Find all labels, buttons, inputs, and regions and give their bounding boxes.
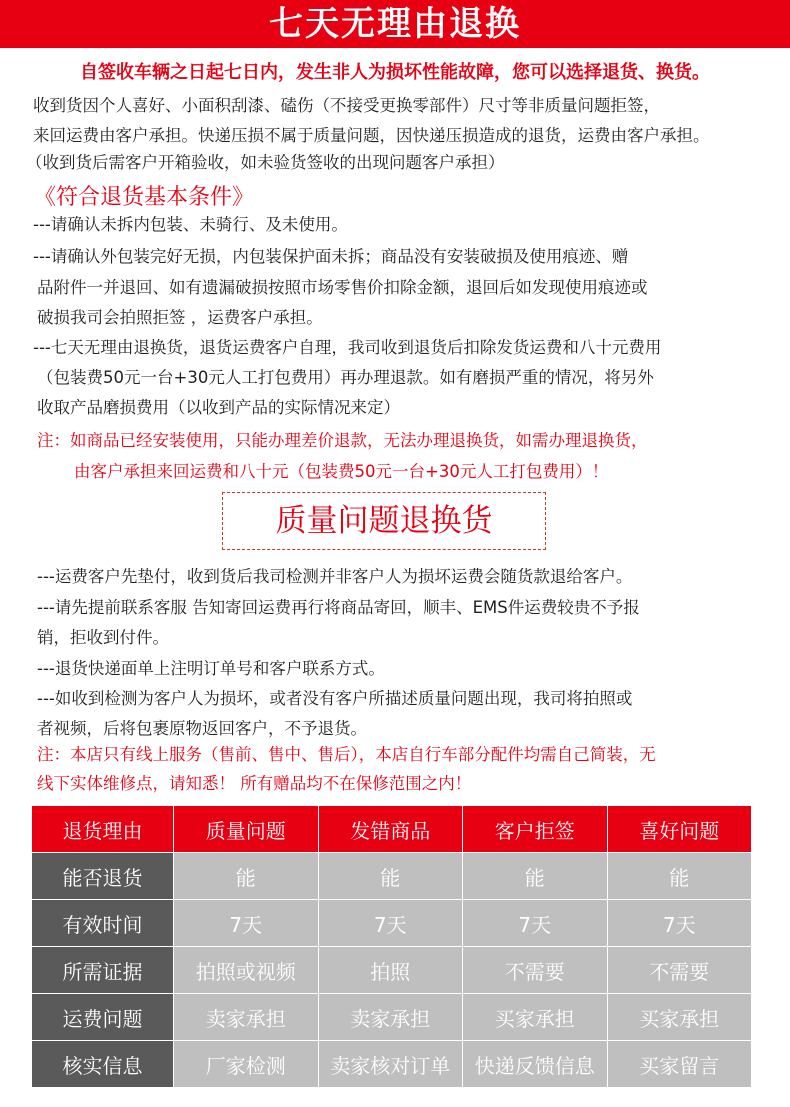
table-header-cell: 发错商品 <box>318 806 463 853</box>
table-cell: 7天 <box>174 900 319 947</box>
conditions-title: 《符合退货基本条件》 <box>34 185 255 210</box>
intro-line: 收到货因个人喜好、小面积刮漆、磕伤（不接受更换零部件）尺寸等非质量问题拒签， <box>33 96 660 115</box>
quality-title-box: 质量问题退换货 <box>222 492 546 550</box>
row-label: 能否退货 <box>32 853 174 900</box>
table-header-cell: 喜好问题 <box>607 806 752 853</box>
table-cell: 7天 <box>318 900 463 947</box>
table-cell: 能 <box>318 853 463 900</box>
table-cell: 拍照 <box>318 947 463 994</box>
row-label: 所需证据 <box>32 947 174 994</box>
condition-line: 收取产品磨损费用（以收到产品的实际情况来定） <box>37 398 400 417</box>
note-line: 由客户承担来回运费和八十元（包装费50元一台+30元人工打包费用）！ <box>74 462 609 481</box>
table-cell: 不需要 <box>463 947 608 994</box>
table-cell: 不需要 <box>607 947 752 994</box>
table-cell: 卖家核对订单 <box>318 1041 463 1088</box>
table-header-cell: 质量问题 <box>174 806 319 853</box>
intro-line: 来回运费由客户承担。快递压损不属于质量问题，因快递压损造成的退货，运费由客户承担。 <box>33 126 710 145</box>
table-cell: 卖家承担 <box>318 994 463 1041</box>
table-cell: 拍照或视频 <box>174 947 319 994</box>
quality-line: ---退货快递面单上注明订单号和客户联系方式。 <box>37 659 385 678</box>
condition-line: 破损我司会拍照拒签 ，运费客户承担。 <box>37 308 323 327</box>
quality-line: ---运费客户先垫付，收到货后我司检测并非客户人为损坏运费会随货款退给客户。 <box>37 567 633 586</box>
table-cell: 厂家检测 <box>174 1041 319 1088</box>
page-banner: 七天无理由退换 <box>0 0 790 48</box>
row-label: 核实信息 <box>32 1041 174 1088</box>
table-row <box>32 1041 752 1088</box>
table-cell: 买家承担 <box>607 994 752 1041</box>
condition-line: （包装费50元一台+30元人工打包费用）再办理退款。如有磨损严重的情况，将另外 <box>37 368 654 387</box>
table-cell: 能 <box>174 853 319 900</box>
condition-line: ---请确认未拆内包装、未骑行、及未使用。 <box>33 215 348 234</box>
table-cell: 快递反馈信息 <box>463 1041 608 1088</box>
row-label: 运费问题 <box>32 994 174 1041</box>
table-row <box>32 947 752 994</box>
note-line: 线下实体维修点，请知悉！ 所有赠品均不在保修范围之内！ <box>37 774 472 793</box>
table-cell: 买家承担 <box>463 994 608 1041</box>
condition-line: 品附件一并退回、如有遗漏破损按照市场零售价扣除金额，退回后如发现使用痕迹或 <box>37 278 648 297</box>
quality-line: 者视频，后将包裹原物返回客户，不予退货。 <box>37 719 367 738</box>
table-row <box>32 853 752 900</box>
table-row <box>32 994 752 1041</box>
return-policy-table <box>31 805 752 1088</box>
table-cell: 7天 <box>607 900 752 947</box>
table-header-cell: 退货理由 <box>32 806 174 853</box>
note-line: 注：本店只有线上服务（售前、售中、售后），本店自行车部分配件均需自己简装，无 <box>37 745 656 764</box>
table-header-row <box>32 806 752 853</box>
table-row <box>32 900 752 947</box>
policy-headline: 自签收车辆之日起七日内，发生非人为损坏性能故障，您可以选择退货、换货。 <box>80 62 710 83</box>
condition-line: ---七天无理由退换货，退货运费客户自理，我司收到退货后扣除发货运费和八十元费用 <box>33 338 662 357</box>
quality-line: ---如收到检测为客户人为损坏，或者没有客户所描述质量问题出现，我司将拍照或 <box>37 689 633 708</box>
table-cell: 能 <box>607 853 752 900</box>
quality-line: ---请先提前联系客服 告知寄回运费再行将商品寄回，顺丰、EMS件运费较贵不予报 <box>37 598 640 617</box>
note-line: 注：如商品已经安装使用，只能办理差价退款，无法办理退换货，如需办理退换货， <box>37 431 648 450</box>
table-cell: 买家留言 <box>607 1041 752 1088</box>
row-label: 有效时间 <box>32 900 174 947</box>
condition-line: ---请确认外包装完好无损，内包装保护面未拆；商品没有安装破损及使用痕迹、赠 <box>33 247 629 266</box>
table-cell: 7天 <box>463 900 608 947</box>
intro-line: （收到货后需客户开箱验收，如未验货签收的出现问题客户承担） <box>26 153 505 172</box>
table-cell: 卖家承担 <box>174 994 319 1041</box>
quality-line: 销，拒收到付件。 <box>37 628 169 647</box>
table-cell: 能 <box>463 853 608 900</box>
table-header-cell: 客户拒签 <box>463 806 608 853</box>
